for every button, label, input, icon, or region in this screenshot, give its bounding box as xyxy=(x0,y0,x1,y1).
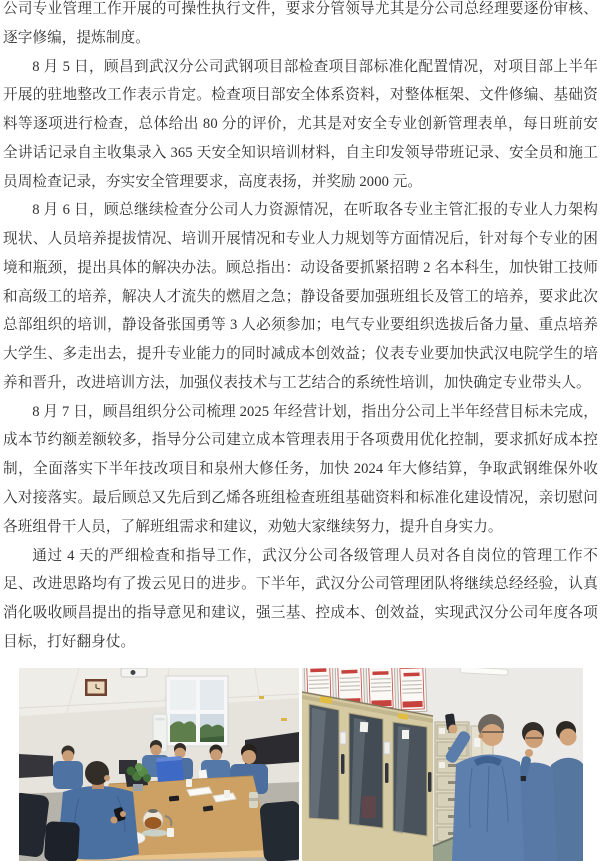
photo-cabinet-inspection xyxy=(302,668,583,861)
paragraph-2: 8 月 5 日，顾昌到武汉分公司武钢项目部检查项目部标准化配置情况，对项目部上半年开展的驻地整改工作表示肯定。检查项目部安全体系资料，对整体框架、文件修编、基础资料等逐项进行检查，总体给出 80 分的评价，尤其是对安全专业创新管理表单，每日班前安全讲话记录自主收集录入 365 天安全知识培训材料，自主印发领导带班记录、安全员和施工员周检查记录，夯实安全管理要求，高度表扬，并奖励 2000 元。 xyxy=(3,58,598,190)
paragraph-4: 8 月 7 日，顾昌组织分公司梳理 2025 年经营计划，指出分公司上半年经营目标未完成，成本节约额差额较多，指导分公司建立成本管理表用于各项费用优化控制，要求抓好成本控制，全面落实下半年技改项目和泉州大修任务，加快 2024 年大修结算，争取武钢维保外收入对接落实。最后顾总又先后到乙烯各班组检查班组基础资料和标准化建设情况，亲切慰问各班组骨干人员，了解班组需求和建议，劝勉大家继续努力，提升自身实力。 xyxy=(3,403,598,535)
photo-row xyxy=(19,668,583,861)
paragraph-5: 通过 4 天的严细检查和指导工作，武汉分公司各级管理人员对各自岗位的管理工作不足、改进思路均有了拨云见日的进步。下半年，武汉分公司管理团队将继续总经经验，认真消化吸收顾昌提出的指导意见和建议，强三基、控成本、创效益，实现武汉分公司年度各项目标，打好翻身仗。 xyxy=(3,547,598,650)
article-body xyxy=(3,0,598,657)
glass-cabinets xyxy=(302,692,433,861)
wall-clock-icon xyxy=(85,679,107,696)
paragraph-3: 8 月 6 日，顾总继续检查分公司人力资源情况，在听取各专业主管汇报的专业人力架构现状、人员培养提拔情况、培训开展情况和专业人力规划等方面情况后，针对每个专业的困境和瓶颈，提出具体的解决办法。顾总指出：动设备要抓紧招聘 2 名本科生，加快钳工技师和高级工的培养，解决人才流失的燃眉之急；静设备要加强班组长及管工的培养，要求此次总部组织的培训，静设备张国勇等 3 人必须参加；电气专业要组织选拔后备力量、重点培养大学生、多走出去，提升专业能力的同时减成本创效益；仪表专业要加快武汉电院学生的培养和晋升，改进培训方法，加强仪表技术与工艺结合的系统性培训，加快确定专业带头人。 xyxy=(3,202,598,391)
projector xyxy=(121,668,147,677)
photo-meeting-room xyxy=(19,668,299,861)
window xyxy=(166,676,228,746)
paragraph-1: 公司专业管理工作开展的可操性执行文件，要求分管领导尤其是分公司总经理要逐份审核、逐字修编，提炼制度。 xyxy=(3,1,598,46)
